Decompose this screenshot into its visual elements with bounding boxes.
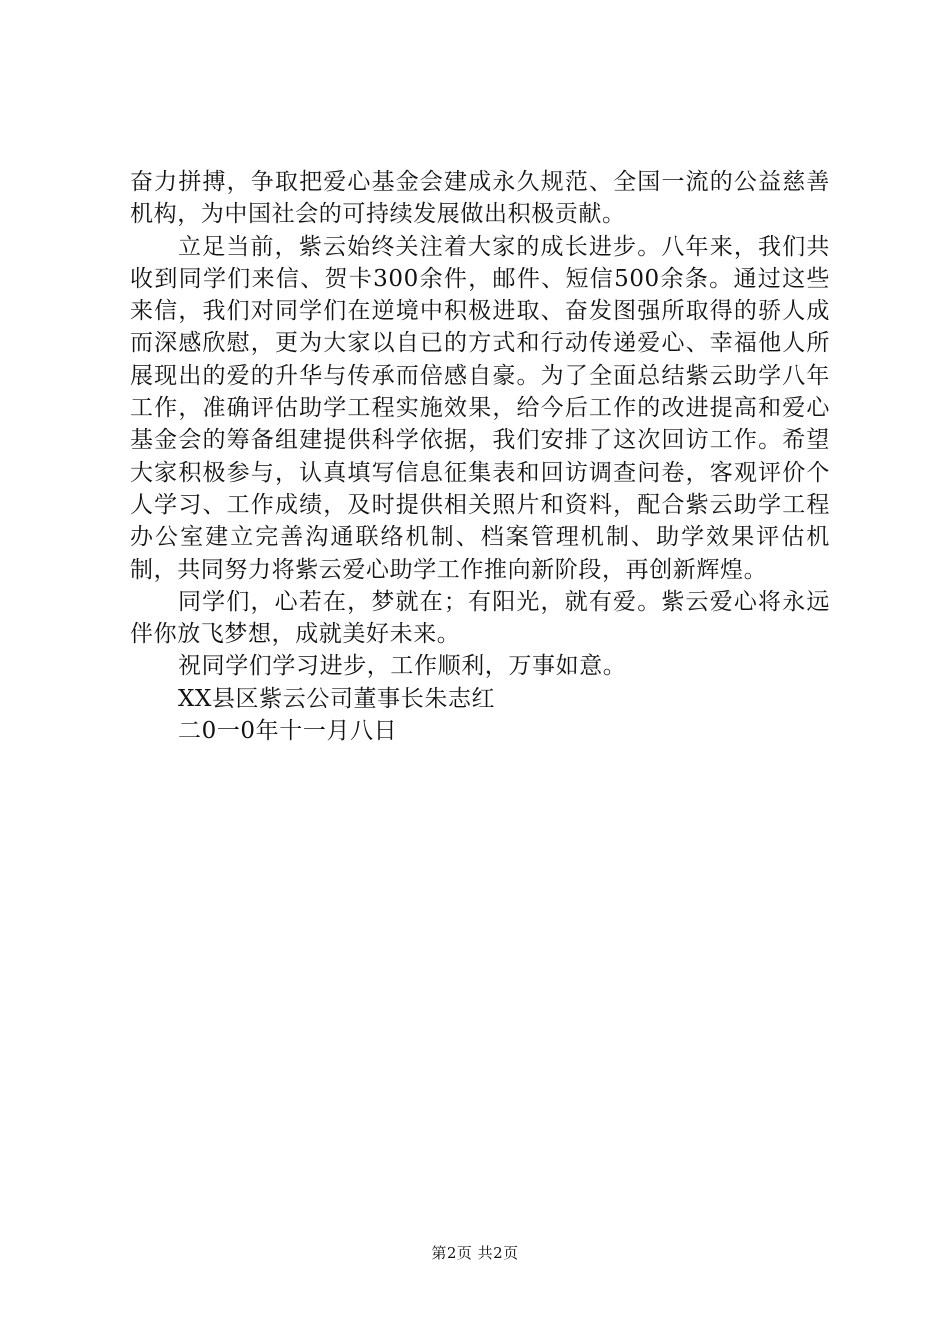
letter-body (130, 166, 830, 747)
date-line: 二0一0年十一月八日 (178, 718, 398, 745)
paragraph-main: 立足当前，紫云始终关注着大家的成长进步。八年来，我们共收到同学们来信、贺卡300余件，邮件、短信500余条。通过这些来信，我们对同学们在逆境中积极进取、奋发图强所取得的骄人成而深感欣慰，更为大家以自已的方式和行动传递爱心、幸福他人所展现出的爱的升华与传承而倍感自豪。为了全面总结紫云助学八年工作，准确评估助学工程实施效果，给今后工作的改进提高和爱心基金会的筹备组建提供科学依据，我们安排了这次回访工作。希望大家积极参与，认真填写信息征集表和回访调查问卷，客观评价个人学习、工作成绩，及时提供相关照片和资料，配合紫云助学工程办公室建立完善沟通联络机制、档案管理机制、助学效果评估机制，共同努力将紫云爱心助学工作推向新阶段，再创新辉煌。 (130, 233, 830, 583)
page-number: 第2页 共2页 (431, 1244, 519, 1262)
page-footer (0, 1243, 950, 1263)
paragraph-continuation: 奋力拼搏，争取把爱心基金会建成永久规范、全国一流的公益慈善机构，为中国社会的可持续发展做出积极贡献。 (130, 169, 830, 228)
paragraph-wishes: 同学们，心若在，梦就在；有阳光，就有爱。紫云爱心将永远伴你放飞梦想，成就美好未来。 (130, 588, 830, 648)
closing-line: 祝同学们学习进步，工作顺利，万事如意。 (178, 653, 627, 680)
signature-line: XX县区紫云公司董事长朱志红 (178, 685, 496, 712)
